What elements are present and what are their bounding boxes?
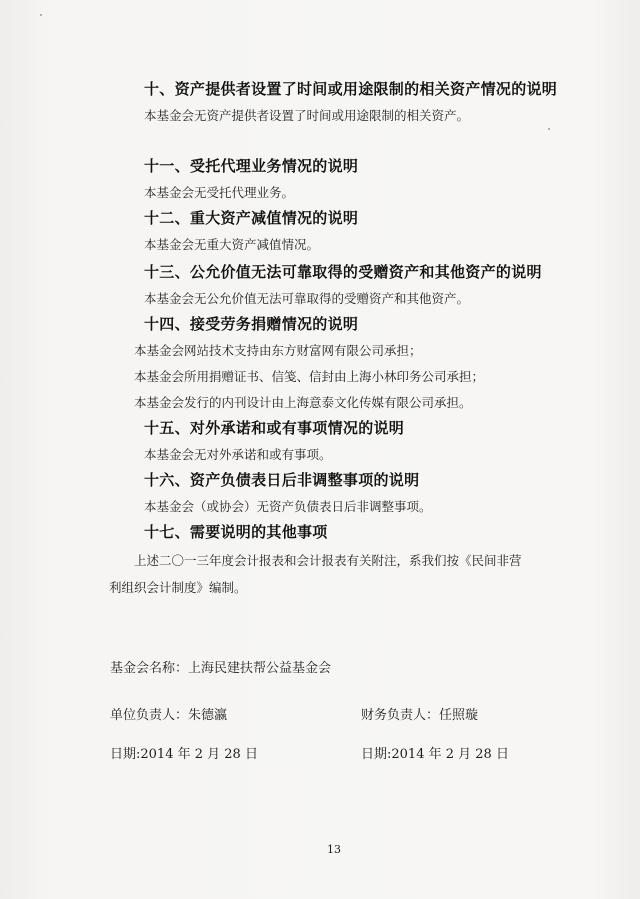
scan-speck (548, 128, 550, 130)
unit-head-line: 单位负责人：朱德瀛 (110, 708, 228, 723)
section-14-line-1: 本基金会网站技术支持由东方财富网有限公司承担； (134, 343, 422, 358)
section-heading-17: 十七、需要说明的其他事项 (144, 523, 328, 541)
section-11-line-1: 本基金会无受托代理业务。 (144, 185, 295, 200)
section-10-line-1: 本基金会无资产提供者设置了时间或用途限制的相关资产。 (144, 108, 470, 123)
section-heading-11: 十一、受托代理业务情况的说明 (144, 157, 359, 175)
date-right: 日期:2014 年 2 月 28 日 (361, 747, 509, 762)
section-17-line-2: 利组织会计制度》编制。 (109, 580, 247, 595)
section-15-line-1: 本基金会无对外承诺和或有事项。 (144, 447, 332, 462)
section-16-line-1: 本基金会（或协会）无资产负债表日后非调整事项。 (144, 499, 432, 514)
section-17-line-1: 上述二〇一三年度会计报表和会计报表有关附注，系我们按《民间非营 (134, 553, 522, 568)
section-heading-12: 十二、重大资产减值情况的说明 (144, 209, 359, 227)
section-heading-16: 十六、资产负债表日后非调整事项的说明 (144, 471, 420, 489)
section-heading-13: 十三、公允价值无法可靠取得的受赠资产和其他资产的说明 (144, 263, 542, 281)
org-name-line: 基金会名称：上海民建扶帮公益基金会 (110, 661, 332, 676)
date-left: 日期:2014 年 2 月 28 日 (110, 747, 258, 762)
section-14-line-2: 本基金会所用捐赠证书、信笺、信封由上海小林印务公司承担； (134, 369, 485, 384)
finance-head-line: 财务负责人：任照璇 (361, 708, 479, 723)
section-heading-15: 十五、对外承诺和或有事项情况的说明 (144, 419, 405, 437)
page-number: 13 (327, 843, 341, 856)
section-heading-10: 十、资产提供者设置了时间或用途限制的相关资产情况的说明 (144, 80, 558, 98)
section-12-line-1: 本基金会无重大资产减值情况。 (144, 237, 320, 252)
section-heading-14: 十四、接受劳务捐赠情况的说明 (144, 315, 359, 333)
section-14-line-3: 本基金会发行的内刊设计由上海意泰文化传媒有限公司承担。 (134, 395, 472, 410)
scan-speck (40, 14, 42, 16)
section-13-line-1: 本基金会无公允价值无法可靠取得的受赠资产和其他资产。 (144, 291, 470, 306)
